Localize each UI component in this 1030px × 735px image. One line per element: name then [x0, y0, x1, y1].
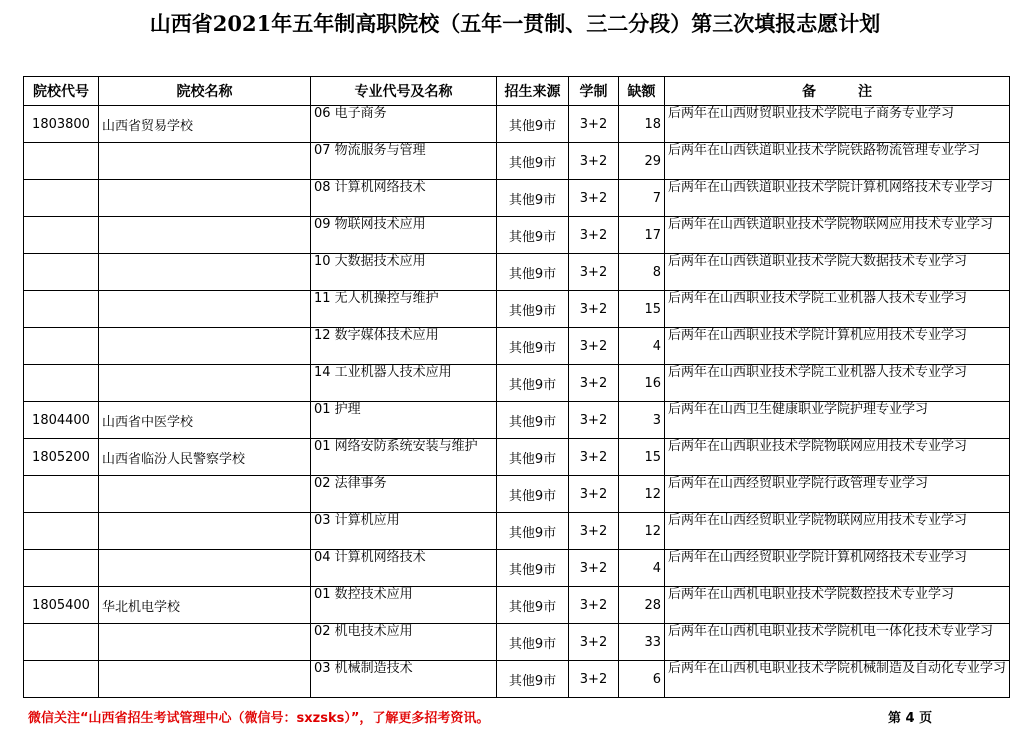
school-name-cell: 山西省中医学校 [99, 402, 311, 439]
quota-cell: 17 [619, 217, 665, 254]
school-code-cell [24, 291, 99, 328]
source-cell: 其他9市 [497, 587, 569, 624]
note-cell: 后两年在山西经贸职业学院计算机网络技术专业学习 [665, 550, 1010, 587]
table-row [24, 439, 1010, 476]
header-quota: 缺额 [619, 77, 665, 106]
school-code-cell [24, 661, 99, 698]
major-cell: 06 电子商务 [311, 106, 497, 143]
system-cell: 3+2 [569, 180, 619, 217]
header-source: 招生来源 [497, 77, 569, 106]
major-cell: 02 机电技术应用 [311, 624, 497, 661]
major-cell: 03 机械制造技术 [311, 661, 497, 698]
source-cell: 其他9市 [497, 143, 569, 180]
school-name-cell [99, 513, 311, 550]
school-name-cell [99, 217, 311, 254]
header-system: 学制 [569, 77, 619, 106]
system-cell: 3+2 [569, 661, 619, 698]
note-cell: 后两年在山西机电职业技术学院机械制造及自动化专业学习 [665, 661, 1010, 698]
school-code-cell [24, 476, 99, 513]
source-cell: 其他9市 [497, 106, 569, 143]
source-cell: 其他9市 [497, 550, 569, 587]
major-cell: 01 网络安防系统安装与维护 [311, 439, 497, 476]
school-code-cell: 1805200 [24, 439, 99, 476]
school-name-cell [99, 550, 311, 587]
note-cell: 后两年在山西机电职业技术学院数控技术专业学习 [665, 587, 1010, 624]
school-name-cell [99, 143, 311, 180]
quota-cell: 3 [619, 402, 665, 439]
school-name-cell: 山西省临汾人民警察学校 [99, 439, 311, 476]
school-name-cell: 华北机电学校 [99, 587, 311, 624]
system-cell: 3+2 [569, 624, 619, 661]
table-row [24, 513, 1010, 550]
table-row [24, 328, 1010, 365]
school-code-cell [24, 217, 99, 254]
page-title: 山西省2021年五年制高职院校（五年一贯制、三二分段）第三次填报志愿计划 [149, 11, 881, 36]
quota-cell: 12 [619, 513, 665, 550]
note-cell: 后两年在山西职业技术学院计算机应用技术专业学习 [665, 328, 1010, 365]
quota-cell: 16 [619, 365, 665, 402]
school-code-cell [24, 143, 99, 180]
source-cell: 其他9市 [497, 217, 569, 254]
note-cell: 后两年在山西铁道职业技术学院计算机网络技术专业学习 [665, 180, 1010, 217]
note-cell: 后两年在山西经贸职业学院行政管理专业学习 [665, 476, 1010, 513]
school-name-cell [99, 624, 311, 661]
note-cell: 后两年在山西铁道职业技术学院铁路物流管理专业学习 [665, 143, 1010, 180]
wechat-notice: 微信关注“山西省招生考试管理中心（微信号：sxzsks）”，了解更多招考资讯。 [28, 711, 490, 726]
quota-cell: 12 [619, 476, 665, 513]
major-cell: 09 物联网技术应用 [311, 217, 497, 254]
source-cell: 其他9市 [497, 291, 569, 328]
note-cell: 后两年在山西职业技术学院工业机器人技术专业学习 [665, 365, 1010, 402]
quota-cell: 29 [619, 143, 665, 180]
table-header-row [24, 77, 1010, 106]
quota-cell: 18 [619, 106, 665, 143]
note-cell: 后两年在山西铁道职业技术学院大数据技术专业学习 [665, 254, 1010, 291]
system-cell: 3+2 [569, 254, 619, 291]
source-cell: 其他9市 [497, 180, 569, 217]
table-row [24, 143, 1010, 180]
source-cell: 其他9市 [497, 513, 569, 550]
system-cell: 3+2 [569, 587, 619, 624]
note-cell: 后两年在山西卫生健康职业学院护理专业学习 [665, 402, 1010, 439]
table-row [24, 217, 1010, 254]
quota-cell: 4 [619, 550, 665, 587]
table-row [24, 550, 1010, 587]
school-code-cell [24, 180, 99, 217]
system-cell: 3+2 [569, 291, 619, 328]
system-cell: 3+2 [569, 439, 619, 476]
header-note: 备 注 [665, 77, 1010, 106]
system-cell: 3+2 [569, 513, 619, 550]
quota-cell: 6 [619, 661, 665, 698]
quota-cell: 33 [619, 624, 665, 661]
note-cell: 后两年在山西职业技术学院工业机器人技术专业学习 [665, 291, 1010, 328]
source-cell: 其他9市 [497, 254, 569, 291]
quota-cell: 4 [619, 328, 665, 365]
major-cell: 08 计算机网络技术 [311, 180, 497, 217]
major-cell: 11 无人机操控与维护 [311, 291, 497, 328]
quota-cell: 7 [619, 180, 665, 217]
system-cell: 3+2 [569, 217, 619, 254]
school-name-cell [99, 365, 311, 402]
table-row [24, 291, 1010, 328]
system-cell: 3+2 [569, 328, 619, 365]
school-name-cell [99, 254, 311, 291]
major-cell: 12 数字媒体技术应用 [311, 328, 497, 365]
table-row [24, 254, 1010, 291]
major-cell: 10 大数据技术应用 [311, 254, 497, 291]
table-row [24, 587, 1010, 624]
school-code-cell [24, 365, 99, 402]
note-cell: 后两年在山西职业技术学院物联网应用技术专业学习 [665, 439, 1010, 476]
source-cell: 其他9市 [497, 328, 569, 365]
school-code-cell [24, 513, 99, 550]
school-code-cell: 1805400 [24, 587, 99, 624]
school-name-cell [99, 180, 311, 217]
table-row [24, 624, 1010, 661]
system-cell: 3+2 [569, 476, 619, 513]
school-name-cell: 山西省贸易学校 [99, 106, 311, 143]
school-code-cell: 1803800 [24, 106, 99, 143]
quota-cell: 15 [619, 439, 665, 476]
school-name-cell [99, 328, 311, 365]
table-row [24, 365, 1010, 402]
quota-cell: 8 [619, 254, 665, 291]
source-cell: 其他9市 [497, 476, 569, 513]
source-cell: 其他9市 [497, 402, 569, 439]
header-major: 专业代号及名称 [311, 77, 497, 106]
school-code-cell [24, 254, 99, 291]
source-cell: 其他9市 [497, 661, 569, 698]
school-code-cell [24, 624, 99, 661]
system-cell: 3+2 [569, 106, 619, 143]
header-school-code: 院校代号 [24, 77, 99, 106]
header-school-name: 院校名称 [99, 77, 311, 106]
major-cell: 01 数控技术应用 [311, 587, 497, 624]
major-cell: 01 护理 [311, 402, 497, 439]
system-cell: 3+2 [569, 365, 619, 402]
system-cell: 3+2 [569, 143, 619, 180]
page-number: 第 4 页 [888, 711, 933, 726]
enrollment-plan-table [23, 76, 1010, 698]
major-cell: 14 工业机器人技术应用 [311, 365, 497, 402]
major-cell: 07 物流服务与管理 [311, 143, 497, 180]
major-cell: 02 法律事务 [311, 476, 497, 513]
school-code-cell [24, 328, 99, 365]
source-cell: 其他9市 [497, 365, 569, 402]
source-cell: 其他9市 [497, 439, 569, 476]
system-cell: 3+2 [569, 550, 619, 587]
major-cell: 03 计算机应用 [311, 513, 497, 550]
note-cell: 后两年在山西财贸职业技术学院电子商务专业学习 [665, 106, 1010, 143]
note-cell: 后两年在山西经贸职业学院物联网应用技术专业学习 [665, 513, 1010, 550]
source-cell: 其他9市 [497, 624, 569, 661]
note-cell: 后两年在山西机电职业技术学院机电一体化技术专业学习 [665, 624, 1010, 661]
quota-cell: 15 [619, 291, 665, 328]
table-row [24, 180, 1010, 217]
system-cell: 3+2 [569, 402, 619, 439]
quota-cell: 28 [619, 587, 665, 624]
school-name-cell [99, 476, 311, 513]
table-row [24, 661, 1010, 698]
table-row [24, 106, 1010, 143]
school-code-cell [24, 550, 99, 587]
school-code-cell: 1804400 [24, 402, 99, 439]
table-row [24, 402, 1010, 439]
school-name-cell [99, 291, 311, 328]
major-cell: 04 计算机网络技术 [311, 550, 497, 587]
note-cell: 后两年在山西铁道职业技术学院物联网应用技术专业学习 [665, 217, 1010, 254]
school-name-cell [99, 661, 311, 698]
table-row [24, 476, 1010, 513]
